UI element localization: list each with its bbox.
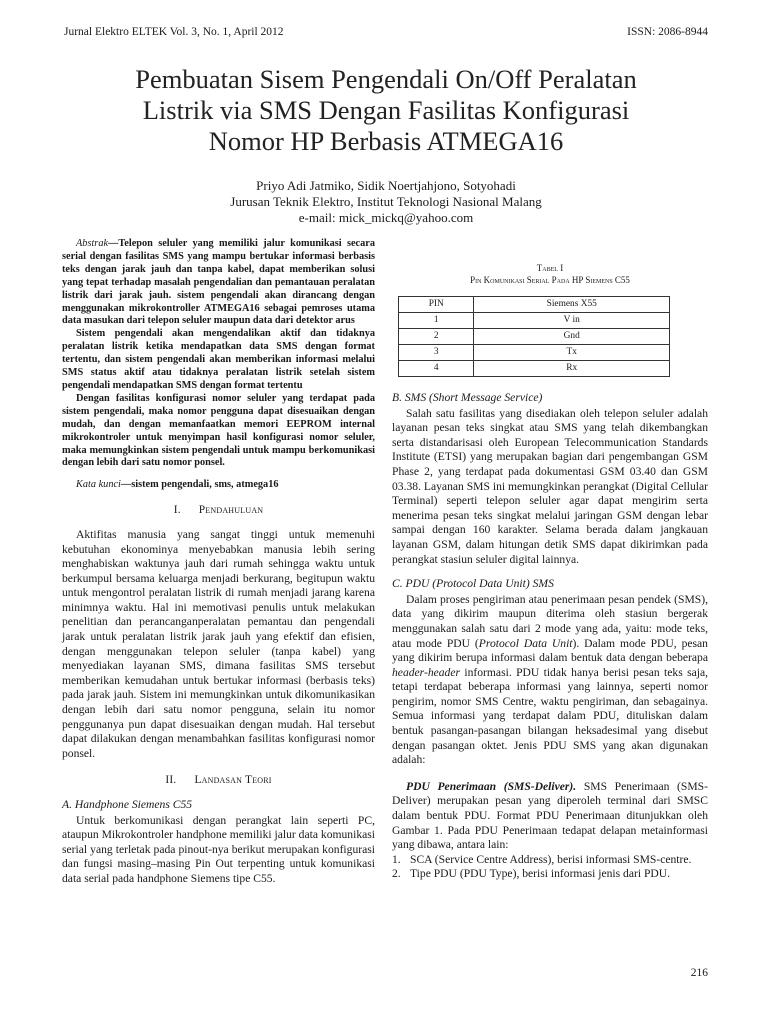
abstract-paragraph-1: Abstrak—Telepon seluler yang memiliki jalur komunikasi secara serial dengan fasilitas SMS yang mampu bertukar informasi berbasis teks dengan jarak jauh dan tanpa kabel, dapat memberikan solusi yang tepat terhadap masalah pengendalian dan pemantauan peralatan listrik dari jarak jauh. sistem pengendali akan dirancang dengan menggunakan mikrokontroller ATMEGA16 sebagai pemroses utama data masukan dari telepon seluler maupun data dari detektor arus (62, 238, 375, 327)
author-block (64, 178, 708, 226)
journal-citation: Jurnal Elektro ELTEK Vol. 3, No. 1, April 2012 (64, 26, 284, 38)
table-title: Pin Komunikasi Serial Pada HP Siemens C55 (470, 275, 630, 285)
table-cell: Rx (474, 361, 670, 377)
table-cell: Gnd (474, 329, 670, 345)
title-line-3: Nomor HP Berbasis ATMEGA16 (208, 126, 564, 156)
author-affiliation: Jurusan Teknik Elektro, Institut Teknologi Nasional Malang (230, 194, 542, 209)
table-row (399, 329, 670, 345)
pdu-paragraph: Dalam proses pengiriman atau penerimaan pesan pendek (SMS), data yang dikirim maupun diterima oleh stasiun bergerak menggunakan salah satu dari 2 mode yang ada, yaitu: mode teks, atau mode PDU (Protocol Data Unit). Dalam mode PDU, pesan yang dikirim berupa informasi dalam bentuk data dengan beberapa header-header informasi. PDU tidak hanya berisi pesan teks saja, tetapi terdapat beberapa informasi yang lainnya, seperti nomor pengirim, nomor SMS Centre, waktu pengiriman, dan sebagainya. Semua informasi yang terdapat dalam PDU, dituliskan dalam bentuk pasangan-pasangan bilangan heksadesimal yang disebut dengan pasangan oktet. Jenis PDU SMS yang akan digunakan adalah: (392, 592, 708, 767)
list-item: 2. Tipe PDU (PDU Type), berisi informasi jenis dari PDU. (392, 867, 671, 881)
keywords: Kata kunci—sistem pengendali, sms, atmega16 (76, 479, 279, 491)
table-cell: 1 (399, 313, 474, 329)
subsection-heading-sms: B. SMS (Short Message Service) (392, 391, 543, 404)
table-row (399, 361, 670, 377)
keywords-label: Kata kunci (76, 479, 121, 491)
table-cell: V in (474, 313, 670, 329)
abstract-label: Abstrak (76, 238, 109, 249)
table-header-row (399, 297, 670, 313)
pdu-deliver-label: PDU Penerimaan (SMS-Deliver). (406, 779, 577, 793)
table-header-cell: PIN (399, 297, 474, 313)
author-email: e-mail: mick_mickq@yahoo.com (298, 210, 474, 225)
right-column (392, 262, 708, 882)
section-heading-theory: II. Landasan Teori (165, 774, 272, 787)
intro-paragraph: Aktifitas manusia yang sangat tinggi untuk memenuhi kebutuhan ekonominya menyebabkan manusia lebih sering menghabiskan waktunya jauh dari rumah sehingga waktu untuk berkumpul bersama keluarga menjadi berkurang, begitupun waktu untuk mengontrol peralatan listrik di rumah menjadi jarang karena minimnya waktu. Hal ini memotivasi penulis untuk melakukan penelitian dan perancanganperalatan pemantau dan pengendali jarak untuk peralatan listrik jarak jauh yang efektif dan efisien, dengan menggunakan telepon seluler (tanpa kabel) yang menyediakan layanan SMS, dimana fasilitas SMS tersebut memberikan kemudahan untuk bertukar informasi (berbasis teks) pada jarak jauh. Sistem ini memungkinkan untuk dikomunikasikan dengan lebih dari satu nomor pengguna, selain itu nomor penggunanya pun dapat disesuaikan dengan mudah. Hal tersebut dapat dilakukan dengan menambahkan fasilitas konfigurasi nomor ponsel. (62, 527, 375, 760)
table-row (399, 313, 670, 329)
abstract-paragraph-2: Sistem pengendali akan mengendalikan aktif dan tidaknya peralatan listrik ketika mendapatkan data SMS dengan format tertentu, dan sistem pengendali akan memberikan informasi melalui SMS status aktif atau tidaknya peralatan listrik setelah sistem pengendali mendapatkan SMS dengan format tertentu (62, 328, 375, 391)
left-column (62, 238, 375, 887)
author-names: Priyo Adi Jatmiko, Sidik Noertjahjono, Sotyohadi (256, 178, 516, 193)
table-row (399, 345, 670, 361)
title-line-1: Pembuatan Sisem Pengendali On/Off Peralatan (135, 64, 637, 94)
handphone-paragraph: Untuk berkomunikasi dengan perangkat lain seperti PC, ataupun Mikrokontroler handphone memiliki jalur data komunikasi serial yang terletak pada pinout-nya berikut merupakan konfigurasi dan fungsi masing–masing Pin Out terpenting untuk komunikasi data serial pada handphone Siemens tipe C55. (62, 813, 375, 885)
abstract-paragraph-3: Dengan fasilitas konfigurasi nomor seluler yang terdapat pada sistem pengendali, maka nomor pengguna dapat disesuaikan dengan mudah, dan dengan memanfaatkan memori EEPROM internal mikrokontroler untuk menyimpan hasil konfigurasi nomor seluler, maka memungkinkan sistem pengendali untuk mampu berkomunikasi dengan lebih dari satu nomor ponsel. (62, 392, 375, 469)
table-cell: 3 (399, 345, 474, 361)
table-cell: 4 (399, 361, 474, 377)
pdu-deliver-paragraph: PDU Penerimaan (SMS-Deliver). SMS Penerimaan (SMS-Deliver) merupakan pesan yang diperoleh terminal dari SMSC dalam bentuk PDU. Format PDU Penerimaan ditunjukkan oleh Gambar 1. Pada PDU Penerimaan tedapat delapan metainformasi yang dibawa, antara lain: (392, 779, 708, 852)
title-line-2: Listrik via SMS Dengan Fasilitas Konfigurasi (142, 95, 630, 125)
pin-table (398, 296, 670, 377)
running-header (64, 26, 708, 42)
table-label: Tabel I (536, 263, 564, 273)
issn: ISSN: 2086-8944 (627, 26, 708, 38)
table-caption (392, 262, 708, 286)
table-cell: 2 (399, 329, 474, 345)
table-header-cell: Siemens X55 (474, 297, 670, 313)
subsection-heading-pdu: C. PDU (Protocol Data Unit) SMS (392, 577, 554, 591)
sms-paragraph: Salah satu fasilitas yang disediakan oleh telepon seluler adalah layanan pesan teks singkat atau SMS yang telah dikembangkan serta distandarisasi oleh European Telecommunication Standards Institute (ETSI) yang merupakan bagian dari pengembangan GSM Phase 2, yang terdapat pada dokumentasi GSM 03.40 dan GSM 03.38. Layanan SMS ini memungkinkan perangkat (Digital Cellular Terminal) seperti telepon seluler agar dapat mengirim serta menerima pesan teks singkat melalui jaringan GSM dengan lebar sampai dengan 160 karakter. Selama berada dalam jangkauan layanan GSM, dalam hitungan detik SMS dapat dikirimkan pada perangkat stasiun seluler digital lainnya. (392, 406, 708, 566)
subsection-heading-handphone: A. Handphone Siemens C55 (62, 798, 193, 811)
table-cell: Tx (474, 345, 670, 361)
paper-title (64, 64, 708, 157)
section-heading-intro: I. Pendahuluan (173, 504, 264, 517)
page-number: 216 (690, 967, 708, 979)
list-item: 1. SCA (Service Centre Address), berisi informasi SMS-centre. (392, 852, 692, 866)
abstract (62, 238, 375, 470)
